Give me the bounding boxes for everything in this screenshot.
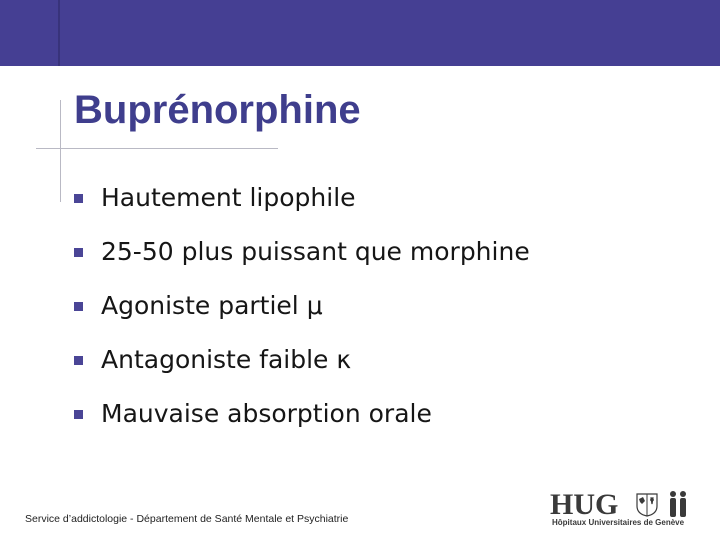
bullet-item bbox=[74, 386, 530, 440]
bullet-text: 25-50 plus puissant que morphine bbox=[101, 236, 530, 266]
logo-subtitle: Hôpitaux Universitaires de Genève bbox=[552, 518, 685, 527]
bullet-text: Hautement lipophile bbox=[101, 182, 356, 212]
bullet-item bbox=[74, 332, 530, 386]
bullet-item bbox=[74, 170, 530, 224]
bullet-text: Mauvaise absorption orale bbox=[101, 398, 432, 428]
hug-logo bbox=[550, 490, 690, 530]
square-bullet-icon bbox=[74, 194, 83, 203]
footer-department-text: Service d’addictologie - Département de Santé Mentale et Psychiatrie bbox=[25, 513, 349, 525]
geneva-crest-icon bbox=[636, 493, 658, 517]
header-band-divider bbox=[58, 0, 60, 66]
square-bullet-icon bbox=[74, 356, 83, 365]
bullet-list bbox=[74, 170, 530, 440]
people-figures-icon bbox=[668, 490, 690, 518]
horizontal-rule bbox=[36, 148, 278, 149]
bullet-item bbox=[74, 278, 530, 332]
slide-title: Buprénorphine bbox=[74, 88, 361, 132]
bullet-text: Antagoniste faible κ bbox=[101, 344, 352, 374]
vertical-rule bbox=[60, 100, 61, 202]
bullet-item bbox=[74, 224, 530, 278]
bullet-text: Agoniste partiel μ bbox=[101, 290, 323, 320]
header-band bbox=[0, 0, 720, 66]
square-bullet-icon bbox=[74, 248, 83, 257]
square-bullet-icon bbox=[74, 410, 83, 419]
logo-wordmark: HUG bbox=[550, 488, 619, 521]
square-bullet-icon bbox=[74, 302, 83, 311]
